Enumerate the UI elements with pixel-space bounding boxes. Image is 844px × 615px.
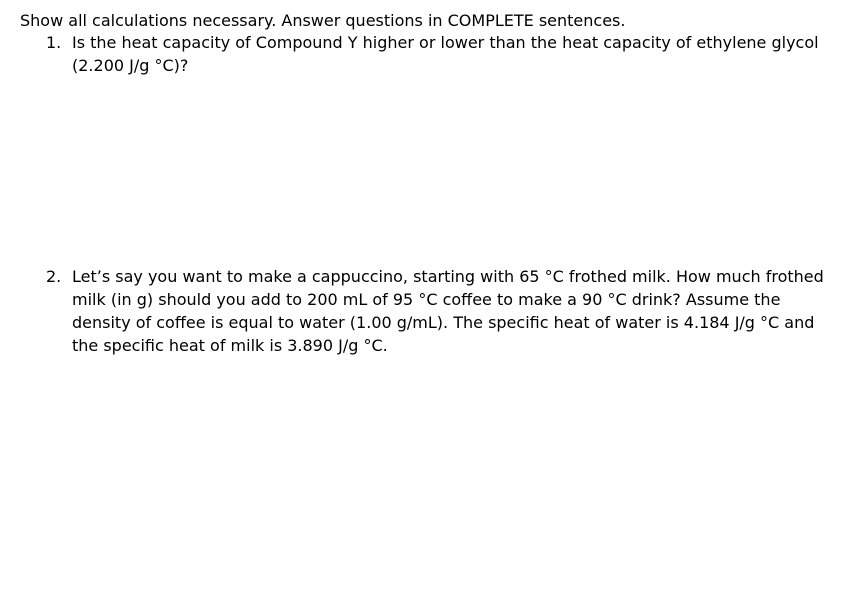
question-text [72, 31, 819, 77]
question-line: Let’s say you want to make a cappuccino, starting with 65 °C frothed milk. How much frothed [72, 267, 824, 286]
question-line: (2.200 J/g °C)? [72, 56, 189, 75]
question-line: the specific heat of milk is 3.890 J/g °C. [72, 336, 388, 355]
question-1 [46, 31, 819, 77]
question-2 [46, 265, 824, 357]
question-line: Is the heat capacity of Compound Y higher or lower than the heat capacity of ethylene glycol [72, 33, 819, 52]
question-text [72, 265, 824, 357]
instructions-text: Show all calculations necessary. Answer questions in COMPLETE sentences. [20, 11, 626, 30]
question-line: milk (in g) should you add to 200 mL of 95 °C coffee to make a 90 °C drink? Assume the [72, 290, 781, 309]
question-line: density of coffee is equal to water (1.00 g/mL). The specific heat of water is 4.184 J/g °C and [72, 313, 815, 332]
question-number: 2. [46, 267, 62, 286]
question-number: 1. [46, 33, 62, 52]
